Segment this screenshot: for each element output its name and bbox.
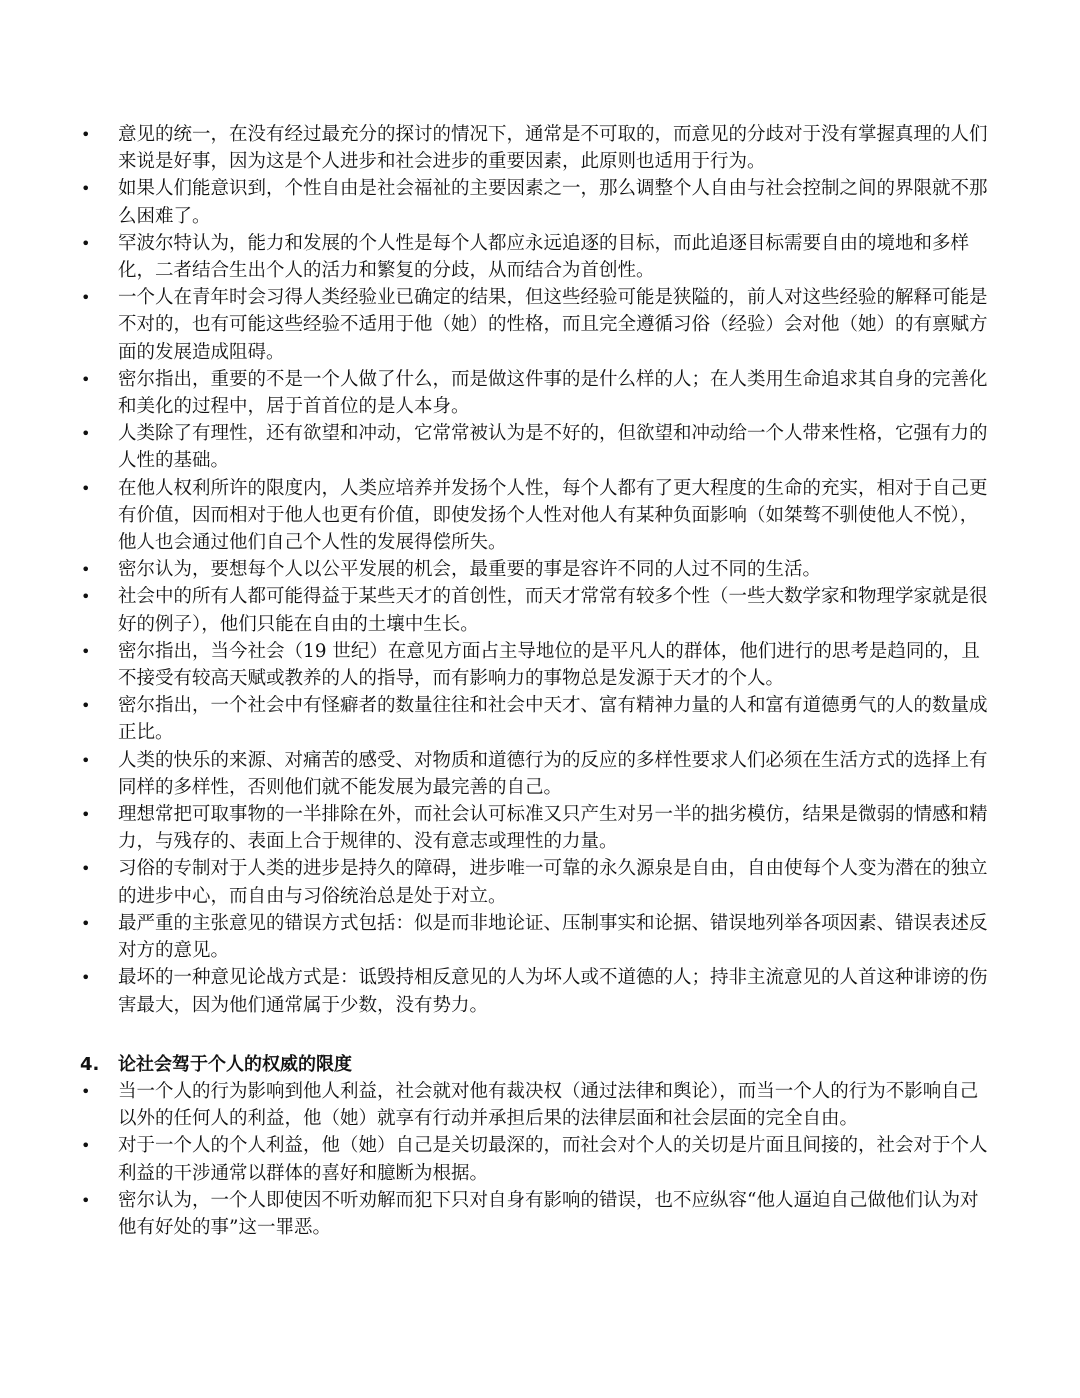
list-item-text: 在他人权利所许的限度内，人类应培养并发扬个人性，每个人都有了更大程度的生命的充实，相对于自己更有价值，因而相对于他人也更有价值，即使发扬个人性对他人有某种负面影响（如桀骜不驯使他人不悦），他人也会通过他们自己个人性的发展得偿所失。 [118,477,988,554]
list-item-text: 如果人们能意识到，个性自由是社会福祉的主要因素之一，那么调整个人自由与社会控制之间的界限就不那么困难了。 [118,178,988,227]
document-page [80,121,995,1241]
bullet-icon: • [81,125,91,144]
list-item [80,1078,995,1132]
list-item-text: 习俗的专制对于人类的进步是持久的障碍，进步唯一可靠的永久源泉是自由，自由使每个人变为潜在的独立的进步中心，而自由与习俗统治总是处于对立。 [118,858,988,907]
bullet-icon: • [81,587,91,607]
list-item-text: 当一个人的行为影响到他人利益，社会就对他有裁决权（通过法律和舆论），而当一个人的行为不影响自己以外的任何人的利益，他（她）就享有行动并承担后果的法律层面和社会层面的完全自由。 [118,1080,979,1130]
bullet-icon: • [81,859,91,879]
bullet-icon: • [81,1081,91,1101]
list-item-text: 意见的统一，在没有经过最充分的探讨的情况下，通常是不可取的，而意见的分歧对于没有掌握真理的人们来说是好事，因为这是个人进步和社会进步的重要因素，此原则也适用于行为。 [118,124,988,173]
list-item [80,475,995,557]
list-item [80,366,995,420]
list-item [80,910,995,964]
list-item-text: 罕波尔特认为，能力和发展的个人性是每个人都应永远追逐的目标，而此追逐目标需要自由的境地和多样化，二者结合生出个人的活力和繁复的分歧，从而结合为首创性。 [118,232,970,282]
list-item [80,1132,995,1186]
list-item [80,230,995,284]
list-item [80,1187,995,1241]
list-item-text: 对于一个人的个人利益，他（她）自己是关切最深的，而社会对个人的关切是片面且间接的，社会对于个人利益的干涉通常以群体的喜好和臆断为根据。 [118,1135,988,1184]
bullet-icon: • [81,369,91,389]
list-item-text: 最严重的主张意见的错误方式包括：似是而非地论证、压制事实和论据、错误地列举各项因素、错误表述反对方的意见。 [118,912,988,962]
list-item [80,583,995,637]
list-item [80,284,995,366]
list-item [80,638,995,692]
list-item-text: 理想常把可取事物的一半排除在外，而社会认可标准又只产生对另一半的拙劣模仿，结果是微弱的情感和精力，与残存的、表面上合于规律的、没有意志或理性的力量。 [118,804,988,853]
list-item-text: 密尔认为，要想每个人以公平发展的机会，最重要的事是容许不同的人过不同的生活。 [118,559,822,581]
bullet-list-part2 [80,1078,995,1241]
list-item [80,121,995,175]
section-heading [80,1051,995,1078]
bullet-icon: • [81,968,91,988]
bullet-icon: • [81,233,91,253]
list-item-text: 密尔指出，一个社会中有怪癖者的数量往往和社会中天才、富有精神力量的人和富有道德勇气的人的数量成正比。 [118,695,988,744]
list-item-text: 密尔指出，当今社会（19 世纪）在意见方面占主导地位的是平凡人的群体，他们进行的思考是趋同的，且不接受有较高天赋或教养的人的指导，而有影响力的事物总是发源于天才的个人。 [118,640,980,690]
list-item [80,964,995,1018]
list-item-text: 密尔指出，重要的不是一个人做了什么，而是做这件事的是什么样的人；在人类用生命追求其自身的完善化和美化的过程中，居于首首位的是人本身。 [118,368,988,418]
section-title: 论社会驾于个人的权威的限度 [118,1053,352,1075]
list-item [80,692,995,746]
bullet-list-part1 [80,121,995,1019]
list-item [80,175,995,229]
list-item [80,747,995,801]
bullet-icon: • [81,913,91,933]
bullet-icon: • [81,641,91,661]
list-item [80,801,995,855]
bullet-icon: • [81,288,91,308]
list-item-text: 社会中的所有人都可能得益于某些天才的首创性，而天才常常有较多个性（一些大数学家和物理学家就是很好的例子），他们只能在自由的土壤中生长。 [118,586,988,635]
bullet-icon: • [81,805,91,825]
list-item-text: 一个人在青年时会习得人类经验业已确定的结果，但这些经验可能是狭隘的，前人对这些经验的解释可能是不对的，也有可能这些经验不适用于他（她）的性格，而且完全遵循习俗（经验）会对他（她）的有禀赋方面的发展造成阻碍。 [118,287,988,363]
list-item [80,855,995,909]
bullet-icon: • [81,478,91,498]
bullet-icon: • [81,1136,91,1156]
bullet-icon: • [81,424,91,444]
bullet-icon: • [81,560,91,580]
list-item-text: 人类除了有理性，还有欲望和冲动，它常常被认为是不好的，但欲望和冲动给一个人带来性格，它强有力的人性的基础。 [118,423,988,472]
list-item-text: 密尔认为，一个人即使因不听劝解而犯下只对自身有影响的错误，也不应纵容“他人逼迫自己做他们认为对他有好处的事”这一罪恶。 [118,1189,979,1238]
list-item-text: 人类的快乐的来源、对痛苦的感受、对物质和道德行为的反应的多样性要求人们必须在生活方式的选择上有同样的多样性，否则他们就不能发展为最完善的自己。 [118,749,988,798]
bullet-icon: • [81,1190,91,1210]
list-item [80,420,995,474]
section-number: 4. [80,1053,100,1075]
list-item [80,556,995,583]
bullet-icon: • [81,696,91,716]
bullet-icon: • [81,750,91,770]
list-item-text: 最坏的一种意见论战方式是：诋毁持相反意见的人为坏人或不道德的人；持非主流意见的人首这种诽谤的伤害最大，因为他们通常属于少数，没有势力。 [118,967,988,1016]
bullet-icon: • [81,179,91,199]
